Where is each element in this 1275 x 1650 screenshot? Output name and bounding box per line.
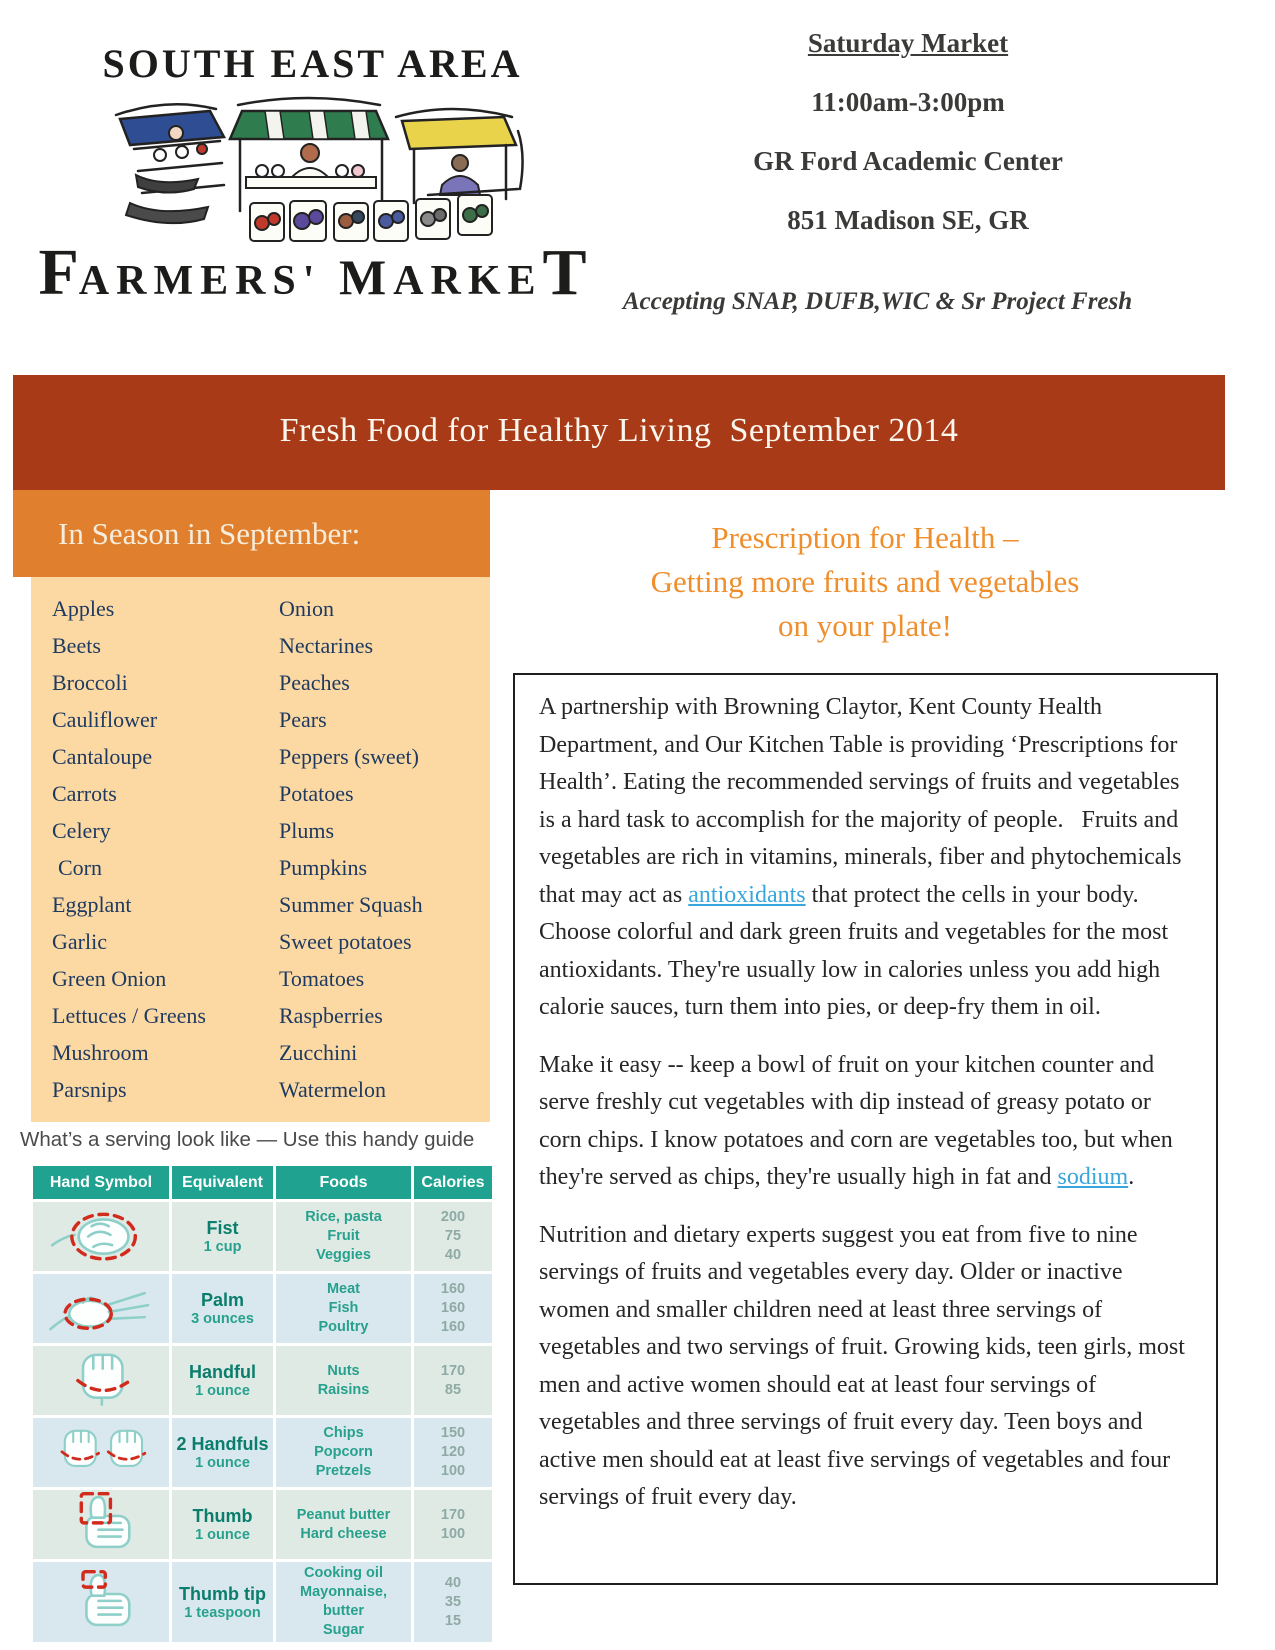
article-paragraph (539, 689, 1192, 1027)
article-heading (495, 516, 1235, 648)
table-row (33, 1274, 492, 1343)
article-heading-line: Prescription for Health – (711, 520, 1019, 555)
article-paragraph: Nutrition and dietary experts suggest you eat from five to nine servings of fruits and vegetables every day. Older or inactive women and smaller children need at least three servings of vegetables and two servings of fruit. Growing kids, teen girls, most men and active women should eat at least four servings of vegetables and three servings of fruit every day. Teen boys and active men should eat at least five servings of vegetables and four servings of fruit every day. (539, 1221, 1191, 1510)
equivalent-amount: 1 cup (203, 1239, 242, 1255)
paragraph-text: Make it easy -- keep a bowl of fruit on your kitchen counter and serve freshly cut vegetables with dip instead of greasy potato or corn chips. I know potatoes and corn are vegetables too, but when they're served as chips, they're usually high in fat and (539, 1051, 1179, 1190)
produce-item: Summer Squash (279, 892, 423, 917)
food-item: Nuts (327, 1362, 360, 1379)
paragraph-text: that protect the cells in your body. Choose colorful and dark green fruits and vegetables for the most antioxidants. They're usually low in calories unless you add high calorie sauces, turn them into pies, or deep-fry them in oil. (539, 881, 1175, 1020)
food-item: Popcorn (314, 1444, 373, 1460)
food-item: Chips (323, 1425, 364, 1441)
food-item: Fruit (327, 1228, 360, 1244)
calorie-value: 200 (440, 1209, 466, 1225)
produce-item: Cauliflower (52, 707, 158, 732)
palm-icon (41, 1276, 161, 1336)
produce-item: Onion (279, 596, 334, 621)
antioxidants-link[interactable]: antioxidants (688, 881, 806, 908)
calorie-value: 35 (444, 1593, 462, 1610)
equivalent-amount: 1 ounce (195, 1527, 250, 1543)
calorie-value: 160 (440, 1319, 466, 1335)
farmers-market-logo (38, 40, 587, 309)
produce-item: Broccoli (52, 670, 128, 695)
equivalent-name: 2 Handfuls (176, 1434, 269, 1454)
produce-item: Potatoes (279, 781, 354, 806)
food-item: Hard cheese (300, 1525, 387, 1542)
article-heading-line: Getting more fruits and vegetables (650, 564, 1080, 599)
logo-letter: M (338, 249, 394, 305)
equivalent-name: Palm (200, 1290, 245, 1310)
produce-item: Garlic (52, 929, 107, 954)
sodium-link[interactable]: sodium (1057, 1164, 1129, 1190)
calorie-value: 160 (440, 1281, 466, 1297)
calorie-value: 15 (444, 1612, 462, 1629)
produce-item: Corn (58, 855, 102, 880)
logo-letter: ARKE (393, 258, 543, 304)
serving-guide-table (30, 1163, 495, 1645)
calorie-value: 170 (440, 1362, 466, 1379)
food-item: Meat (326, 1281, 361, 1297)
accepting-programs-note: Accepting SNAP, DUFB,WIC & Sr Project Fresh (622, 288, 1133, 315)
fist-icon (41, 1204, 161, 1264)
in-season-column-2 (279, 590, 479, 1122)
column-header: Hand Symbol (33, 1166, 169, 1199)
serving-guide-caption: What’s a serving look like — Use this handy guide (20, 1128, 475, 1151)
table-row (33, 1418, 492, 1487)
article-paragraph (539, 1047, 1192, 1197)
calorie-value: 120 (440, 1444, 466, 1460)
two-handfuls-icon (41, 1420, 161, 1480)
article-heading-line: on your plate! (778, 608, 952, 643)
newsletter-title: Fresh Food for Healthy Living September 2014 (279, 412, 959, 449)
food-item: Poultry (318, 1319, 369, 1335)
column-header: Equivalent (172, 1166, 273, 1199)
market-address: 851 Madison SE, GR (787, 205, 1029, 235)
produce-item: Parsnips (52, 1077, 127, 1102)
equivalent-amount: 3 ounces (191, 1311, 254, 1327)
in-season-header: In Season in September: (13, 490, 490, 577)
food-item: Peanut butter (296, 1506, 391, 1523)
market-info-block (648, 28, 1168, 264)
produce-item: Cantaloupe (52, 744, 153, 769)
produce-item: Pumpkins (279, 855, 368, 880)
logo-area-text: SOUTH EAST AREA (102, 41, 523, 86)
calorie-value: 40 (444, 1574, 462, 1591)
produce-item: Mushroom (52, 1040, 149, 1065)
market-stalls-illustration (90, 91, 535, 243)
table-row (33, 1490, 492, 1559)
equivalent-amount: 1 ounce (195, 1455, 250, 1471)
produce-item: Pears (279, 707, 327, 732)
calorie-value: 40 (444, 1247, 462, 1263)
column-header: Foods (276, 1166, 411, 1199)
food-item: Rice, pasta (305, 1209, 382, 1225)
produce-item: Sweet potatoes (279, 929, 412, 954)
food-item: Fish (328, 1300, 359, 1316)
produce-item: Peppers (sweet) (279, 744, 419, 769)
in-season-column-1 (52, 590, 279, 1122)
handful-icon (41, 1348, 161, 1408)
food-item: Mayonnaise, butter (299, 1584, 388, 1619)
produce-item: Green Onion (52, 966, 167, 991)
market-hours: 11:00am-3:00pm (811, 87, 1005, 117)
produce-item: Carrots (52, 781, 117, 806)
column-header: Calories (414, 1166, 492, 1199)
equivalent-name: Handful (189, 1362, 256, 1382)
logo-market-text (38, 236, 587, 309)
logo-letter: T (542, 236, 587, 309)
calorie-value: 170 (440, 1506, 466, 1523)
calorie-value: 160 (440, 1300, 466, 1316)
produce-item: Zucchini (279, 1040, 358, 1065)
produce-item: Apples (52, 596, 115, 621)
produce-item: Lettuces / Greens (52, 1003, 206, 1028)
produce-item: Celery (52, 818, 111, 843)
paragraph-text: . (1128, 1164, 1135, 1190)
newsletter-banner (13, 375, 1225, 490)
produce-item: Nectarines (279, 633, 374, 658)
market-venue: GR Ford Academic Center (753, 146, 1063, 176)
paragraph-text: A partnership with Browning Claytor, Kent County Health Department, and Our Kitchen Table is providing ‘Prescriptions for Health’. Eating the recommended servings of fruits and vegetables is a hard task to accomplish for the majority of people. Fruits and vegetables are rich in vitamins, minerals, fiber and phytochemicals that may act as (539, 694, 1188, 908)
equivalent-name: Fist (206, 1218, 239, 1238)
calorie-value: 85 (444, 1381, 462, 1398)
produce-item: Plums (279, 818, 335, 843)
produce-item: Peaches (279, 670, 350, 695)
calorie-value: 100 (440, 1525, 466, 1542)
equivalent-name: Thumb tip (179, 1583, 266, 1604)
table-row (33, 1346, 492, 1415)
produce-item: Watermelon (279, 1077, 386, 1102)
market-title: Saturday Market (807, 28, 1009, 58)
produce-item: Tomatoes (279, 966, 365, 991)
calorie-value: 150 (440, 1425, 466, 1441)
food-item: Cooking oil (304, 1565, 383, 1581)
article-text-box (513, 673, 1218, 1585)
table-row (33, 1202, 492, 1271)
calorie-value: 75 (444, 1228, 462, 1244)
equivalent-name: Thumb (192, 1506, 253, 1526)
equivalent-amount: 1 teaspoon (184, 1604, 261, 1621)
thumb-icon (41, 1492, 161, 1552)
food-item: Pretzels (315, 1463, 372, 1479)
logo-letter: F (38, 236, 79, 309)
calorie-value: 100 (440, 1463, 466, 1479)
table-header-row (33, 1166, 492, 1199)
produce-item: Raspberries (279, 1003, 383, 1028)
food-item: Raisins (317, 1381, 370, 1398)
thumb-tip-icon (41, 1570, 161, 1630)
table-row (33, 1562, 492, 1642)
equivalent-amount: 1 ounce (195, 1383, 250, 1399)
food-item: Veggies (316, 1247, 371, 1263)
logo-space (321, 257, 339, 305)
produce-item: Beets (52, 633, 101, 658)
food-item: Sugar (322, 1622, 365, 1638)
in-season-list (31, 577, 490, 1122)
produce-item: Eggplant (52, 892, 132, 917)
logo-letter: ARMERS' (78, 258, 322, 304)
